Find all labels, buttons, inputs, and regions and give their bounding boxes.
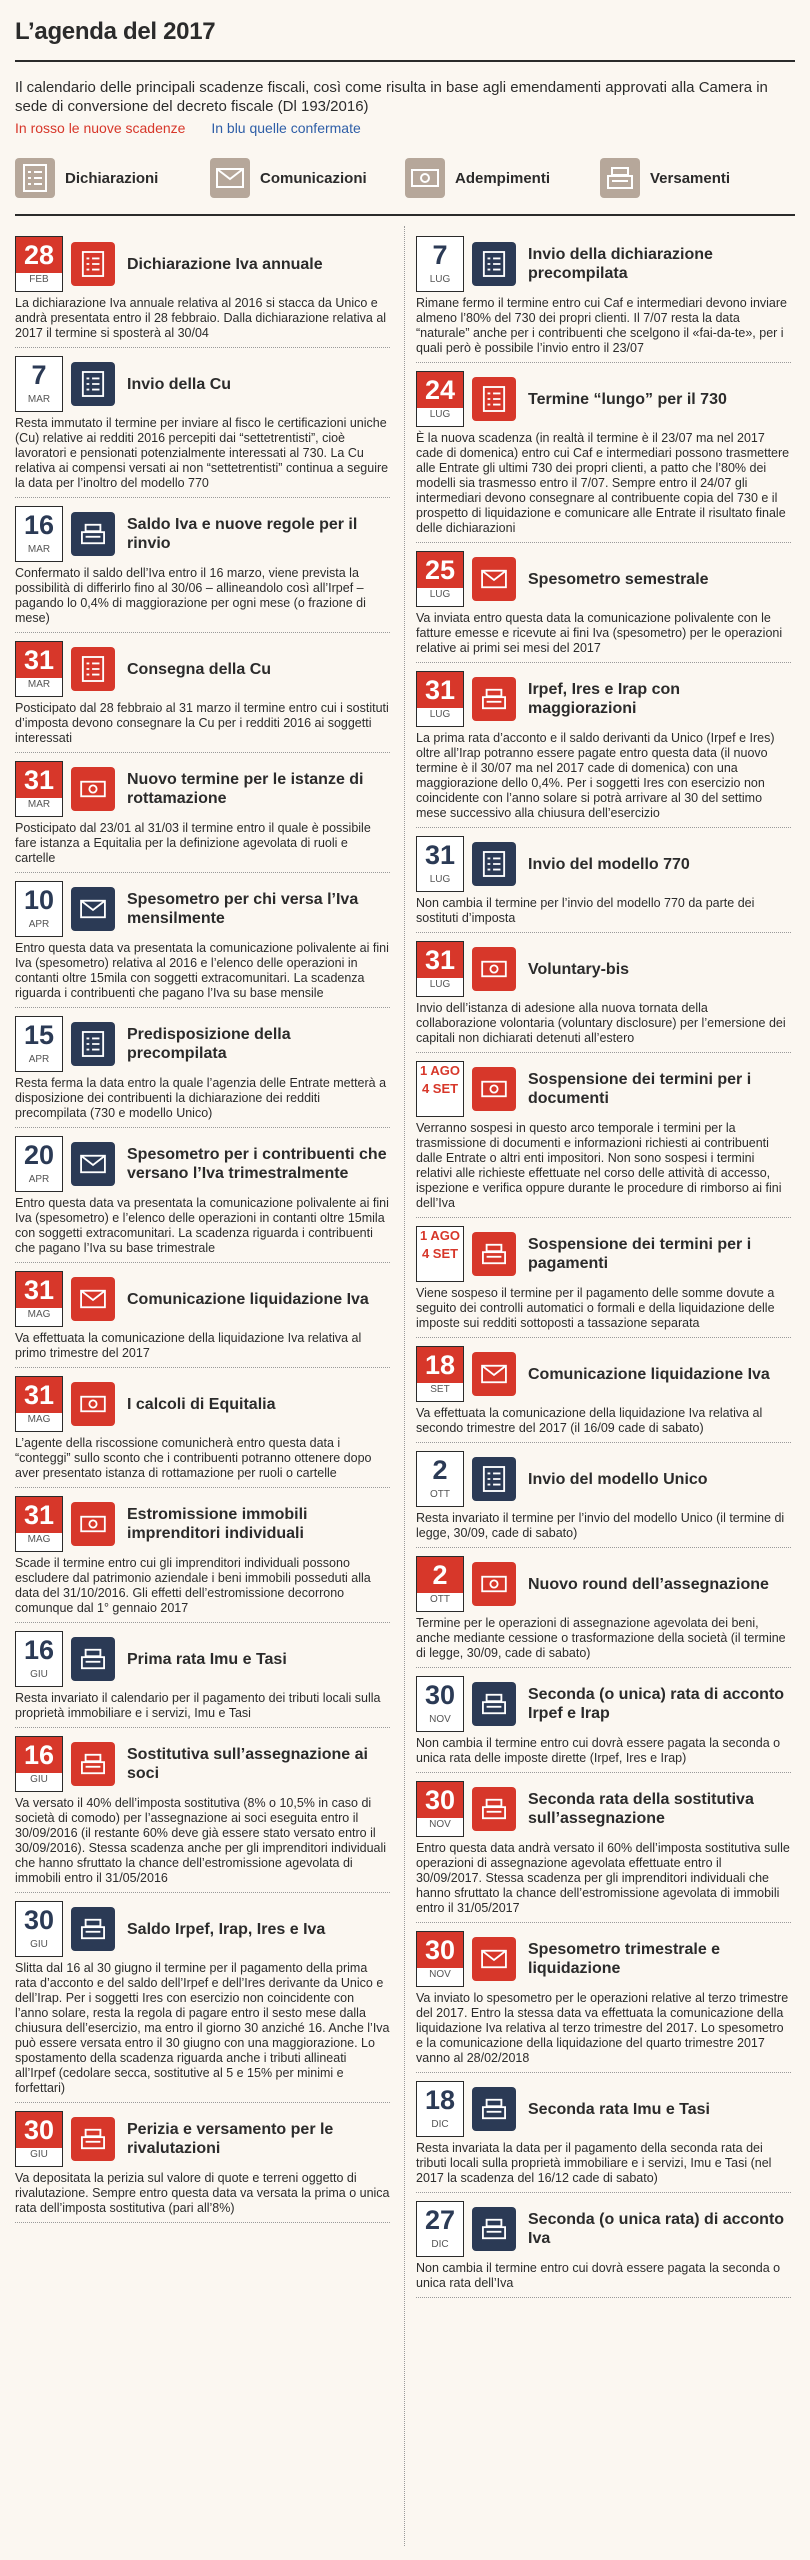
entry-header — [15, 1631, 390, 1687]
date-box — [15, 761, 63, 817]
entry-header — [15, 1736, 390, 1792]
entry-header — [15, 1376, 390, 1432]
date-day: 30 — [417, 1932, 463, 1968]
date-day: 24 — [417, 372, 463, 408]
banknote-icon — [472, 1562, 516, 1606]
entry-header — [416, 1781, 791, 1837]
entry-title: Sospensione dei termini per i documenti — [528, 1071, 752, 1107]
date-month: NOV — [429, 1714, 451, 1725]
entry-body: Invio dell’istanza di adesione alla nuova tornata della collaborazione volontaria (voluntary disclosure) per l’emersione dei capitali non dichiarati detenuti all’estero — [416, 1001, 786, 1045]
cash-register-icon — [472, 677, 516, 721]
date-month: OTT — [430, 1594, 450, 1605]
entry-body: Va effettuata la comunicazione della liquidazione Iva relativa al primo trimestre del 2017 — [15, 1331, 362, 1360]
category-label: Dichiarazioni — [65, 169, 159, 187]
agenda-entry — [15, 1368, 390, 1488]
entry-title: Comunicazione liquidazione Iva — [127, 1290, 369, 1308]
agenda-entry — [15, 1128, 390, 1263]
entry-title: Nuovo round dell’assegnazione — [528, 1575, 769, 1593]
banknote-icon — [405, 158, 445, 198]
date-month: APR — [28, 919, 50, 930]
agenda-entry — [15, 1008, 390, 1128]
cash-register-icon — [600, 158, 640, 198]
date-month: NOV — [429, 1969, 451, 1980]
agenda-entry — [15, 1623, 390, 1728]
entry-body: Va inviato lo spesometro per le operazioni relative al terzo trimestre del 2017. Entro la stessa data va effettuata la comunicazione della liquidazione Iva relativa al terzo trimestre del 2017. Lo spesometro e la comunicazione della liquidazione del quarto trimestre 2017 vanno al 28/02/2018 — [416, 1991, 789, 2065]
envelope-icon — [71, 1277, 115, 1321]
entry-title: I calcoli di Equitalia — [127, 1395, 276, 1413]
entry-header — [416, 941, 791, 997]
entry-body: Confermato il saldo dell’Iva entro il 16 marzo, viene prevista la possibilità di differirlo fino al 30/06 – allineandolo così all’Irpef – pagando lo 0,4% di maggiorazione per ogni mese (o frazione di mese) — [15, 566, 366, 625]
entry-title: Prima rata Imu e Tasi — [127, 1650, 287, 1668]
date-box — [416, 1451, 464, 1507]
date-month: OTT — [430, 1489, 450, 1500]
date-day: 31 — [16, 1272, 62, 1308]
agenda-entry — [416, 2193, 791, 2298]
banknote-icon — [472, 1067, 516, 1111]
date-box — [416, 1931, 464, 1987]
envelope-icon — [472, 1937, 516, 1981]
date-day: 31 — [16, 1497, 62, 1533]
date-day: 20 — [23, 1140, 55, 1170]
date-box — [416, 1061, 464, 1117]
entry-title: Voluntary-bis — [528, 960, 630, 978]
entry-body: Non cambia il termine per l’invio del modello 770 da parte dei sostituti d’imposta — [416, 896, 755, 925]
entry-header — [416, 671, 791, 727]
checklist-icon — [472, 842, 516, 886]
cash-register-icon — [472, 2207, 516, 2251]
agenda-entry — [416, 1053, 791, 1218]
date-day: 7 — [432, 240, 448, 270]
date-day: 28 — [16, 237, 62, 273]
category-comunicazioni — [210, 154, 405, 202]
entry-header — [416, 1556, 791, 1612]
checklist-icon — [472, 242, 516, 286]
envelope-icon — [71, 1142, 115, 1186]
entry-body: Non cambia il termine entro cui dovrà essere pagata la seconda o unica rata delle imposte dirette (Irpef, Ires e Irap) — [416, 1736, 781, 1765]
date-day: 30 — [16, 2112, 62, 2148]
entry-header — [416, 236, 791, 292]
entry-body: Entro questa data andrà versato il 60% dell’imposta sostitutiva sulle operazioni di assegnazione agevolata effettuate entro il 30/09/2017. Stessa scadenza per gli imprenditori individuali che hanno sfruttato la chance dell’estromissione agevolata di immobili entro il 31/05/2017 — [416, 1841, 790, 1915]
date-day: 31 — [424, 840, 456, 870]
date-box — [15, 1736, 63, 1792]
entry-title: Invio del modello Unico — [528, 1470, 708, 1488]
entry-header — [416, 2201, 791, 2257]
entry-title: Saldo Irpef, Irap, Ires e Iva — [127, 1920, 326, 1938]
entry-title: Sostitutiva sull’assegnazione ai soci — [127, 1746, 368, 1782]
category-label: Adempimenti — [455, 169, 551, 187]
date-box — [416, 836, 464, 892]
checklist-icon — [71, 362, 115, 406]
date-month: APR — [28, 1054, 50, 1065]
entry-body: Va depositata la perizia sul valore di quote e terreni oggetto di rivalutazione. Sempre entro questa data va versata la prima o unica rata dell’imposta sostitutiva (pari all’8%) — [15, 2171, 390, 2215]
agenda-entry — [15, 1893, 390, 2103]
entry-header — [15, 881, 390, 937]
date-day: 16 — [23, 510, 55, 540]
entry-body: Scade il termine entro cui gli imprenditori individuali possono escludere dal patrimonio aziendale i beni immobili posseduti alla data del 31/10/2016. Gli effetti dell’estromissione decorrono comunque dal 1° gennaio 2017 — [15, 1556, 371, 1615]
entry-title: Termine “lungo” per il 730 — [528, 390, 727, 408]
category-dichiarazioni — [15, 154, 210, 202]
date-day: 31 — [16, 762, 62, 798]
date-month: LUG — [429, 589, 451, 600]
date-day: 18 — [417, 1347, 463, 1383]
agenda-entry — [416, 2073, 791, 2193]
entry-header — [416, 1346, 791, 1402]
entry-title: Estromissione immobili imprenditori individuali — [127, 1506, 308, 1542]
entry-title: Irpef, Ires e Irap con maggiorazioni — [528, 681, 681, 717]
cash-register-icon — [472, 1232, 516, 1276]
envelope-icon — [472, 557, 516, 601]
agenda-entry — [15, 228, 390, 348]
entry-title: Perizia e versamento per le rivalutazioni — [127, 2121, 334, 2157]
agenda-entry — [416, 1218, 791, 1338]
date-month: GIU — [30, 1669, 48, 1680]
page-title: L’agenda del 2017 — [15, 18, 216, 45]
date-month: LUG — [429, 409, 451, 420]
date-box — [15, 2111, 63, 2167]
agenda-entry — [15, 753, 390, 873]
date-month: MAR — [27, 544, 51, 555]
entry-title: Spesometro semestrale — [528, 570, 709, 588]
entry-body: Rimane fermo il termine entro cui Caf e intermediari devono inviare almeno l’80% del 730 dei propri clienti. Il 7/07 resta la data “naturale” anche per i contribuenti che scelgono il «fai-da-te», per i quali però è possibile l’invio entro il 23/07 — [416, 296, 787, 355]
entry-title: Consegna della Cu — [127, 660, 272, 678]
agenda-entry — [416, 828, 791, 933]
agenda-entry — [416, 228, 791, 363]
date-box — [416, 236, 464, 292]
date-box — [416, 2201, 464, 2257]
entry-body: È la nuova scadenza (in realtà il termine è il 23/07 ma nel 2017 cade di domenica) entro cui Caf e intermediari possono trasmettere alle Entrate gli ultimi 730 dei propri clienti, a patto che l’80% dei modelli sia trasmesso entro il 7/07. Sempre entro il 24/07 gli intermediari devono consegnare al contribuente copia del 730 e il prospetto di liquidazione e comunicare alle Entrate il risultato finale delle dichiarazioni — [416, 431, 790, 535]
entry-title: Spesometro per chi versa l’Iva mensilmente — [127, 891, 359, 927]
agenda-entry — [416, 1443, 791, 1548]
entry-header — [15, 1901, 390, 1957]
category-adempimenti — [405, 154, 600, 202]
entry-title: Nuovo termine per le istanze di rottamazione — [127, 771, 364, 807]
entry-title: Dichiarazione Iva annuale — [127, 255, 323, 273]
category-versamenti — [600, 154, 795, 202]
date-box — [15, 1016, 63, 1072]
agenda-entry — [416, 1923, 791, 2073]
agenda-entry — [15, 348, 390, 498]
date-day: 7 — [31, 360, 47, 390]
date-month: GIU — [30, 1774, 48, 1785]
date-box — [15, 641, 63, 697]
cash-register-icon — [472, 2087, 516, 2131]
entry-header — [416, 836, 791, 892]
date-box — [416, 1346, 464, 1402]
entry-header — [15, 1496, 390, 1552]
category-legend — [15, 154, 795, 202]
date-month: SET — [430, 1384, 450, 1395]
title-bar — [15, 18, 795, 62]
checklist-icon — [472, 1457, 516, 1501]
agenda-entry — [15, 2103, 390, 2223]
date-month: DIC — [431, 2239, 449, 2250]
date-day: 18 — [424, 2085, 456, 2115]
date-box — [416, 2081, 464, 2137]
legend-blue: In blu quelle confermate — [211, 120, 361, 136]
category-label: Comunicazioni — [260, 169, 367, 187]
entry-header — [15, 2111, 390, 2167]
date-month: MAR — [27, 394, 51, 405]
entry-body: Resta immutato il termine per inviare al fisco le certificazioni uniche (Cu) relative ai redditi 2016 percepiti dai “settetrentisti”, cioè lavoratori e pensionati potenzialmente interessati al 730. La Cu relativa ai compensi versati ai non “settetrentisti” continua a seguire la data per l’inoltro del modello 770 — [15, 416, 389, 490]
entry-body: Viene sospeso il termine per il pagamento delle somme dovute a seguito dei controlli automatici o formali e della liquidazione delle imposte sui redditi sottoposti a tassazione separata — [416, 1286, 775, 1330]
entry-body: L’agente della riscossione comunicherà entro questa data i “conteggi” sullo sconto che i contribuenti potranno ottenere dopo aver presentato istanza di rottamazione per ruoli o cartelle — [15, 1436, 372, 1480]
entry-header — [15, 236, 390, 292]
checklist-icon — [15, 158, 55, 198]
date-day: 16 — [23, 1635, 55, 1665]
cash-register-icon — [71, 1907, 115, 1951]
date-box — [416, 371, 464, 427]
date-month: GIU — [30, 1939, 48, 1950]
entry-title: Spesometro trimestrale e liquidazione — [528, 1941, 721, 1977]
entry-title: Comunicazione liquidazione Iva — [528, 1365, 770, 1383]
date-month: DIC — [431, 2119, 449, 2130]
date-day: 16 — [16, 1737, 62, 1773]
date-day-end: 4 SET — [421, 1246, 459, 1261]
date-box — [15, 1496, 63, 1552]
date-box — [15, 236, 63, 292]
left-column — [15, 228, 390, 2223]
cash-register-icon — [472, 1682, 516, 1726]
entry-header — [15, 356, 390, 412]
date-box — [15, 1271, 63, 1327]
date-box — [15, 1376, 63, 1432]
date-month: MAG — [27, 1309, 51, 1320]
date-day: 1 AGO — [420, 1063, 460, 1078]
date-box — [416, 551, 464, 607]
envelope-icon — [472, 1352, 516, 1396]
entry-header — [416, 1061, 791, 1117]
intro-text: Il calendario delle principali scadenze fiscali, così come risulta in base agli emendamenti approvati alla Camera in sede di conversione del decreto fiscale (Dl 193/2016) — [15, 79, 768, 115]
date-box — [416, 1226, 464, 1282]
entry-header — [416, 1451, 791, 1507]
entry-body: Resta ferma la data entro la quale l’agenzia delle Entrate metterà a disposizione dei contribuenti la dichiarazione dei redditi precompilata (730 e modello Unico) — [15, 1076, 387, 1120]
date-day: 30 — [23, 1905, 55, 1935]
envelope-icon — [210, 158, 250, 198]
date-day: 1 AGO — [420, 1228, 460, 1243]
cash-register-icon — [71, 512, 115, 556]
entry-header — [416, 371, 791, 427]
date-day: 2 — [432, 1455, 448, 1485]
entry-title: Invio del modello 770 — [528, 855, 690, 873]
entry-body: Va inviata entro questa data la comunicazione polivalente con le fatture emesse e ricevute ai fini Iva (spesometro) per le operazioni relative ai primi sei mesi del 2017 — [416, 611, 783, 655]
entry-body: Entro questa data va presentata la comunicazione polivalente ai fini Iva (spesometro) relativa al 2016 e l’elenco delle operazioni in contanti oltre 15mila con soggetti extracomunitari. La scadenza riguarda i contribuenti che pagano l’Iva su base mensile — [15, 941, 389, 1000]
entry-body: Verranno sospesi in questo arco temporale i termini per la trasmissione di documenti e informazioni richiesti ai contribuenti dalle Entrate o altri enti impositori. Non sono sospesi i termini relativi alle richieste effettuate nel corso delle attività di accesso, ispezione e verifica oppure durante le procedure di rimborso ai fini dell’Iva — [416, 1121, 782, 1210]
entry-body: Non cambia il termine entro cui dovrà essere pagata la seconda o unica rata dell’Iva — [416, 2261, 781, 2290]
entry-header — [416, 1676, 791, 1732]
entry-title: Spesometro per i contribuenti che versano l’Iva trimestralmente — [127, 1146, 387, 1182]
entry-title: Sospensione dei termini per i pagamenti — [528, 1236, 752, 1272]
entry-body: Va effettuata la comunicazione della liquidazione Iva relativa al secondo trimestre del 2017 (il 16/09 cade di sabato) — [416, 1406, 763, 1435]
legend — [15, 120, 361, 136]
date-month: MAG — [27, 1414, 51, 1425]
date-box — [416, 671, 464, 727]
entry-body: Resta invariato il termine per l’invio del modello Unico (il termine di legge, 30/09, cade di sabato) — [416, 1511, 785, 1540]
cash-register-icon — [71, 1637, 115, 1681]
agenda-entry — [416, 1548, 791, 1668]
date-month: LUG — [429, 874, 451, 885]
column-divider — [404, 226, 405, 2546]
date-day: 27 — [424, 2205, 456, 2235]
date-box — [15, 881, 63, 937]
entry-body: La dichiarazione Iva annuale relativa al 2016 si stacca da Unico e andrà presentata entro il 28 febbraio. Dalla dichiarazione relativa al 2017 il termine si sposterà al 30/04 — [15, 296, 387, 340]
date-box — [416, 1676, 464, 1732]
entry-body: Termine per le operazioni di assegnazione agevolata dei beni, anche mediante cessione o trasformazione della società (il termine di legge, 30/09, cade di sabato) — [416, 1616, 786, 1660]
agenda-entry — [416, 1338, 791, 1443]
entry-title: Predisposizione della precompilata — [127, 1026, 291, 1062]
checklist-icon — [71, 242, 115, 286]
date-day: 31 — [417, 942, 463, 978]
date-day-end: 4 SET — [421, 1081, 459, 1096]
agenda-entry — [416, 363, 791, 543]
entry-header — [15, 1136, 390, 1192]
date-month: NOV — [429, 1819, 451, 1830]
date-month: MAG — [27, 1534, 51, 1545]
agenda-entry — [15, 498, 390, 633]
date-month: MAR — [27, 679, 51, 690]
entry-header — [416, 1226, 791, 1282]
checklist-icon — [472, 377, 516, 421]
entry-body: Entro questa data va presentata la comunicazione polivalente ai fini Iva (spesometro) e l’elenco delle operazioni in contanti oltre 15mila con soggetti extracomunitari. La scadenza riguarda i contribuenti che pagano l’Iva su base trimestrale — [15, 1196, 389, 1255]
agenda-entry — [416, 663, 791, 828]
agenda-entry — [15, 1488, 390, 1623]
entry-header — [416, 551, 791, 607]
entry-title: Seconda rata della sostitutiva sull’assegnazione — [528, 1791, 754, 1827]
checklist-icon — [71, 1022, 115, 1066]
entry-body: Resta invariata la data per il pagamento della seconda rata dei tributi locali sulla proprietà immobiliare e i servizi, Imu e Tasi (nel 2017 la scadenza del 16/12 cade di sabato) — [416, 2141, 772, 2185]
date-box — [15, 1901, 63, 1957]
category-label: Versamenti — [650, 169, 731, 187]
date-month: APR — [28, 1174, 50, 1185]
cash-register-icon — [71, 2117, 115, 2161]
date-day: 31 — [16, 1377, 62, 1413]
entry-title: Seconda rata Imu e Tasi — [528, 2100, 710, 2118]
date-box — [15, 506, 63, 562]
date-box — [15, 1631, 63, 1687]
entry-body: Resta invariato il calendario per il pagamento dei tributi locali sulla proprietà immobiliare e i servizi, Imu e Tasi — [15, 1691, 381, 1720]
agenda-entry — [15, 1263, 390, 1368]
date-month: LUG — [429, 979, 451, 990]
date-day: 15 — [23, 1020, 55, 1050]
banknote-icon — [71, 1502, 115, 1546]
entry-header — [15, 1271, 390, 1327]
entry-header — [15, 761, 390, 817]
entry-body: Posticipato dal 28 febbraio al 31 marzo il termine entro cui i sostituti d’imposta devono consegnare la Cu per i redditi 2016 ai soggetti interessati — [15, 701, 389, 745]
date-month: LUG — [429, 709, 451, 720]
date-month: LUG — [429, 274, 451, 285]
agenda-entry — [416, 933, 791, 1053]
entry-header — [15, 506, 390, 562]
date-month: FEB — [29, 274, 49, 285]
entry-header — [416, 1931, 791, 1987]
date-box — [15, 356, 63, 412]
banknote-icon — [71, 767, 115, 811]
entry-header — [15, 641, 390, 697]
entry-body: Va versato il 40% dell’imposta sostitutiva (8% o 10,5% in caso di società di comodo) per l’assegnazione ai soci eseguita entro il 30/09/2016 (il restante 60% deve già essere stato versato entro il 30/09/2016). Stessa scadenza anche per gli imprenditori individuali che hanno sfruttato la chance dell’estromissione agevolata di immobili entro il 31/05/2016 — [15, 1796, 387, 1885]
entry-title: Seconda (o unica rata) di acconto Iva — [528, 2211, 785, 2247]
agenda-entry — [416, 1668, 791, 1773]
cash-register-icon — [71, 1742, 115, 1786]
agenda-entry — [15, 633, 390, 753]
banknote-icon — [71, 1382, 115, 1426]
entry-body: Slitta dal 16 al 30 giugno il termine per il pagamento della prima rata d’acconto e del saldo dell’Irpef e dell’Ires derivante da Unico e dell’Irap. Per i soggetti Ires con esercizio non coincidente con l’anno solare, resta la regola di pagare entro il sesto mese dalla chiusura dell’esercizio, ma entro il giorno 30 anziché 16. Anche l’Iva può essere versata entro il 30 giugno con una maggiorazione. Lo spostamento della scadenza riguarda anche i tributi allineati all’Irpef (cedolare secca, sostitutive al 5 e 15% per minimi e forfettari) — [15, 1961, 390, 2095]
date-day: 25 — [417, 552, 463, 588]
agenda-entry — [15, 1728, 390, 1893]
entry-title: Invio della Cu — [127, 375, 232, 393]
entry-body: Posticipato dal 23/01 al 31/03 il termine entro il quale è possibile fare istanza a Equitalia per la definizione agevolata di ruoli e cartelle — [15, 821, 371, 865]
date-day: 2 — [417, 1557, 463, 1593]
date-box — [416, 1781, 464, 1837]
cash-register-icon — [472, 1787, 516, 1831]
entry-body: La prima rata d’acconto e il saldo derivanti da Unico (Irpef e Ires) oltre all’Irap potranno essere pagate entro questa data (il nuovo termine è il 30/07 ma nel 2017 cade di domenica) con una maggiorazione dello 0,4%. Per i soggetti Ires con esercizio non coincidente con l’anno solare si potrà arrivare al 30 del settimo mese successivo alla chiusura dell’esercizio — [416, 731, 775, 820]
date-box — [15, 1136, 63, 1192]
date-day: 10 — [23, 885, 55, 915]
banknote-icon — [472, 947, 516, 991]
date-box — [416, 1556, 464, 1612]
entry-header — [416, 2081, 791, 2137]
date-day: 30 — [417, 1782, 463, 1818]
date-day: 31 — [417, 672, 463, 708]
divider — [15, 214, 795, 216]
date-month: MAR — [27, 799, 51, 810]
agenda-entry — [416, 1773, 791, 1923]
envelope-icon — [71, 887, 115, 931]
date-day: 30 — [424, 1680, 456, 1710]
date-box — [416, 941, 464, 997]
date-day: 31 — [16, 642, 62, 678]
entry-title: Seconda (o unica) rata di acconto Irpef e Irap — [528, 1686, 785, 1722]
legend-red: In rosso le nuove scadenze — [15, 120, 186, 136]
entry-title: Invio della dichiarazione precompilata — [528, 246, 713, 282]
right-column — [416, 228, 791, 2298]
agenda-entry — [416, 543, 791, 663]
agenda-entry — [15, 873, 390, 1008]
entry-header — [15, 1016, 390, 1072]
checklist-icon — [71, 647, 115, 691]
date-month: GIU — [30, 2149, 48, 2160]
entry-title: Saldo Iva e nuove regole per il rinvio — [127, 516, 358, 552]
